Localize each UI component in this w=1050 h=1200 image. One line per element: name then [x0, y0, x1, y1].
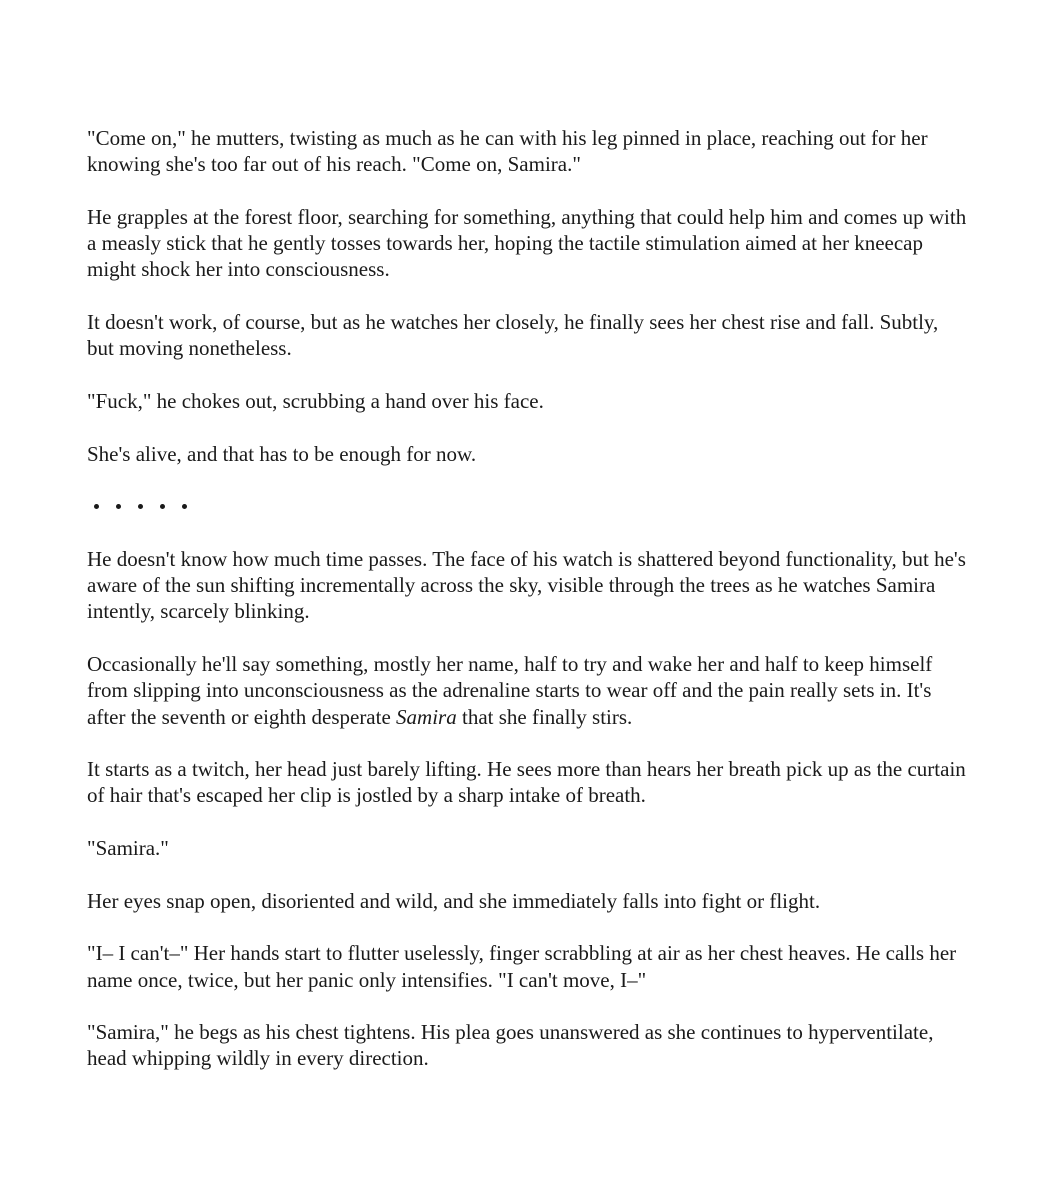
paragraph: It doesn't work, of course, but as he watches her closely, he finally sees her chest rise and fall. Subtly, but moving nonetheless. — [87, 310, 939, 361]
paragraph: He doesn't know how much time passes. The face of his watch is shattered beyond functionality, but he's aware of the sun shifting incrementally across the sky, visible through the trees as he watches Samira intently, scarcely blinking. — [87, 546, 966, 624]
paragraph-text: that she finally stirs. — [456, 704, 633, 729]
paragraph: "Samira," he begs as his chest tightens. His plea goes unanswered as she continues to hyperventilate, head whipping wildly in every direction. — [87, 1020, 934, 1071]
section-separator — [87, 493, 967, 519]
paragraph-text: Occasionally he'll say something, mostly her name, half to try and wake her and half to keep himself from slipping into unconsciousness as the adrenaline starts to wear off and the pain really sets in. It's after the seventh or eighth desperate — [87, 651, 933, 729]
paragraph-with-emphasis — [87, 651, 967, 730]
paragraph: "Come on," he mutters, twisting as much as he can with his leg pinned in place, reaching out for her knowing she's too far out of his reach. "Come on, Samira." — [87, 126, 928, 177]
paragraph: Her eyes snap open, disoriented and wild, and she immediately falls into fight or flight. — [87, 888, 821, 913]
paragraph: It starts as a twitch, her head just barely lifting. He sees more than hears her breath pick up as the curtain of hair that's escaped her clip is jostled by a sharp intake of breath. — [87, 757, 966, 808]
document-body — [87, 125, 967, 1098]
paragraph: She's alive, and that has to be enough for now. — [87, 441, 477, 466]
paragraph: "I– I can't–" Her hands start to flutter uselessly, finger scrabbling at air as her chest heaves. He calls her name once, twice, but her panic only intensifies. "I can't move, I–" — [87, 941, 957, 992]
separator-dot — [160, 504, 165, 509]
separator-dot — [182, 504, 187, 509]
separator-dot — [116, 504, 121, 509]
emphasized-name: Samira — [396, 704, 457, 729]
separator-dot — [94, 504, 99, 509]
paragraph: He grapples at the forest floor, searching for something, anything that could help him and comes up with a measly stick that he gently tosses towards her, hoping the tactile stimulation aimed at her kneecap might shock her into consciousness. — [87, 204, 967, 282]
paragraph: "Fuck," he chokes out, scrubbing a hand over his face. — [87, 388, 544, 413]
paragraph: "Samira." — [87, 836, 169, 861]
separator-dot — [138, 504, 143, 509]
